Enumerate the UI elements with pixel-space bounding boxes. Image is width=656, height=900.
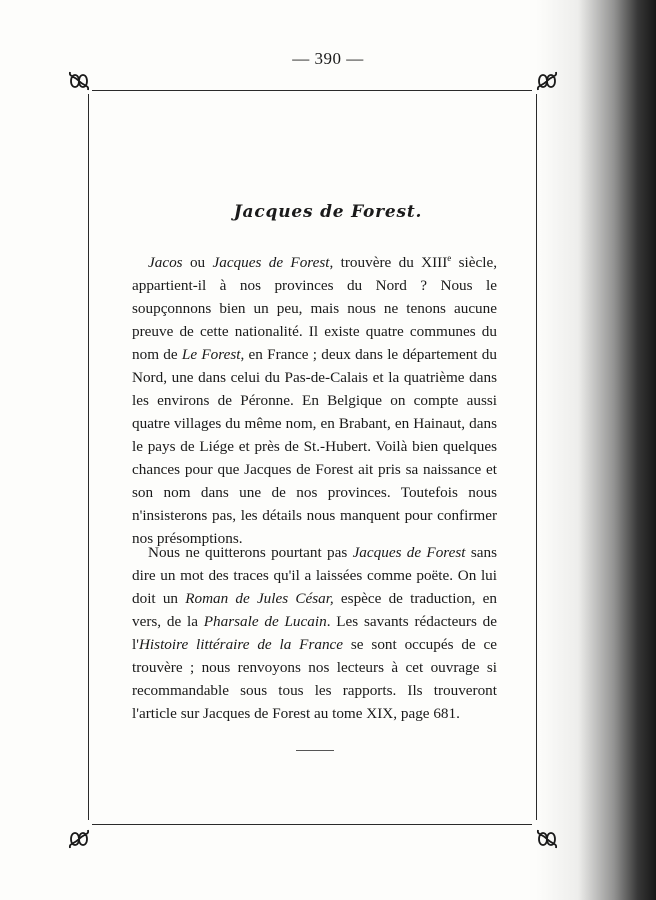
text-run: se sont occupés de ce trouvère ; nous renvoyons nos lecteurs à cet ouvrage si recommandable sous tous les rapports. Ils trouveront l'article sur Jacques de Forest au tome XIX, page 681. [132, 636, 498, 722]
text-run: . Les savants rédacteurs de l' [132, 613, 497, 653]
corner-ornament-icon [66, 826, 92, 852]
text-run: Pharsale de Lucain [203, 613, 327, 630]
frame-bottom-rule [92, 824, 532, 825]
page-gutter-shadow [536, 0, 656, 900]
text-run: Le Forest [181, 346, 241, 363]
text-run: , trouvère du XIII [329, 254, 448, 271]
text-run: ou [182, 254, 213, 271]
text-run: espèce de traduction, en vers, de la [132, 590, 497, 630]
text-run: Histoire littéraire de la France [138, 636, 344, 653]
page-number: — 390 — [292, 49, 364, 68]
corner-ornament-icon [534, 826, 560, 852]
superscript: e [447, 252, 452, 263]
text-run: Jacques de Forest [212, 254, 330, 271]
text-run: sans dire un mot des traces qu'il a laissées comme poëte. On lui doit un [132, 544, 497, 607]
corner-ornament-icon [534, 68, 560, 94]
paragraph-1 [132, 251, 497, 550]
end-rule [296, 750, 334, 751]
text-run: Jacos [148, 254, 183, 271]
corner-ornament-icon [66, 68, 92, 94]
text-run: , en France ; deux dans le département du Nord, une dans celui du Pas-de-Calais et la quatrième dans les environs de Péronne. En Belgique on compte aussi quatre villages du même nom, en Brabant, en Hainaut, dans le pays de Liége et près de St.-Hubert. Voilà bien quelques chances pour que Jacques de Forest ait pris sa naissance et son nom dans une de nos provinces. Toutefois nous n'insisterons pas, les détails nous manquent pour confirmer nos présomptions. [132, 346, 497, 547]
text-run: Roman de Jules César, [185, 590, 334, 607]
paragraph-2 [132, 541, 497, 725]
text-run: Jacques de Forest [352, 544, 466, 561]
text-run: siècle, appartient-il à nos provinces du Nord ? Nous le soupçonnons bien un peu, mais nous ne tenons aucune preuve de cette nationalité. Il existe quatre communes du nom de [132, 254, 497, 363]
text-run: Nous ne quitterons pourtant pas [148, 544, 353, 561]
frame-top-rule [92, 90, 532, 91]
chapter-title: Jacques de Forest. [233, 202, 423, 222]
